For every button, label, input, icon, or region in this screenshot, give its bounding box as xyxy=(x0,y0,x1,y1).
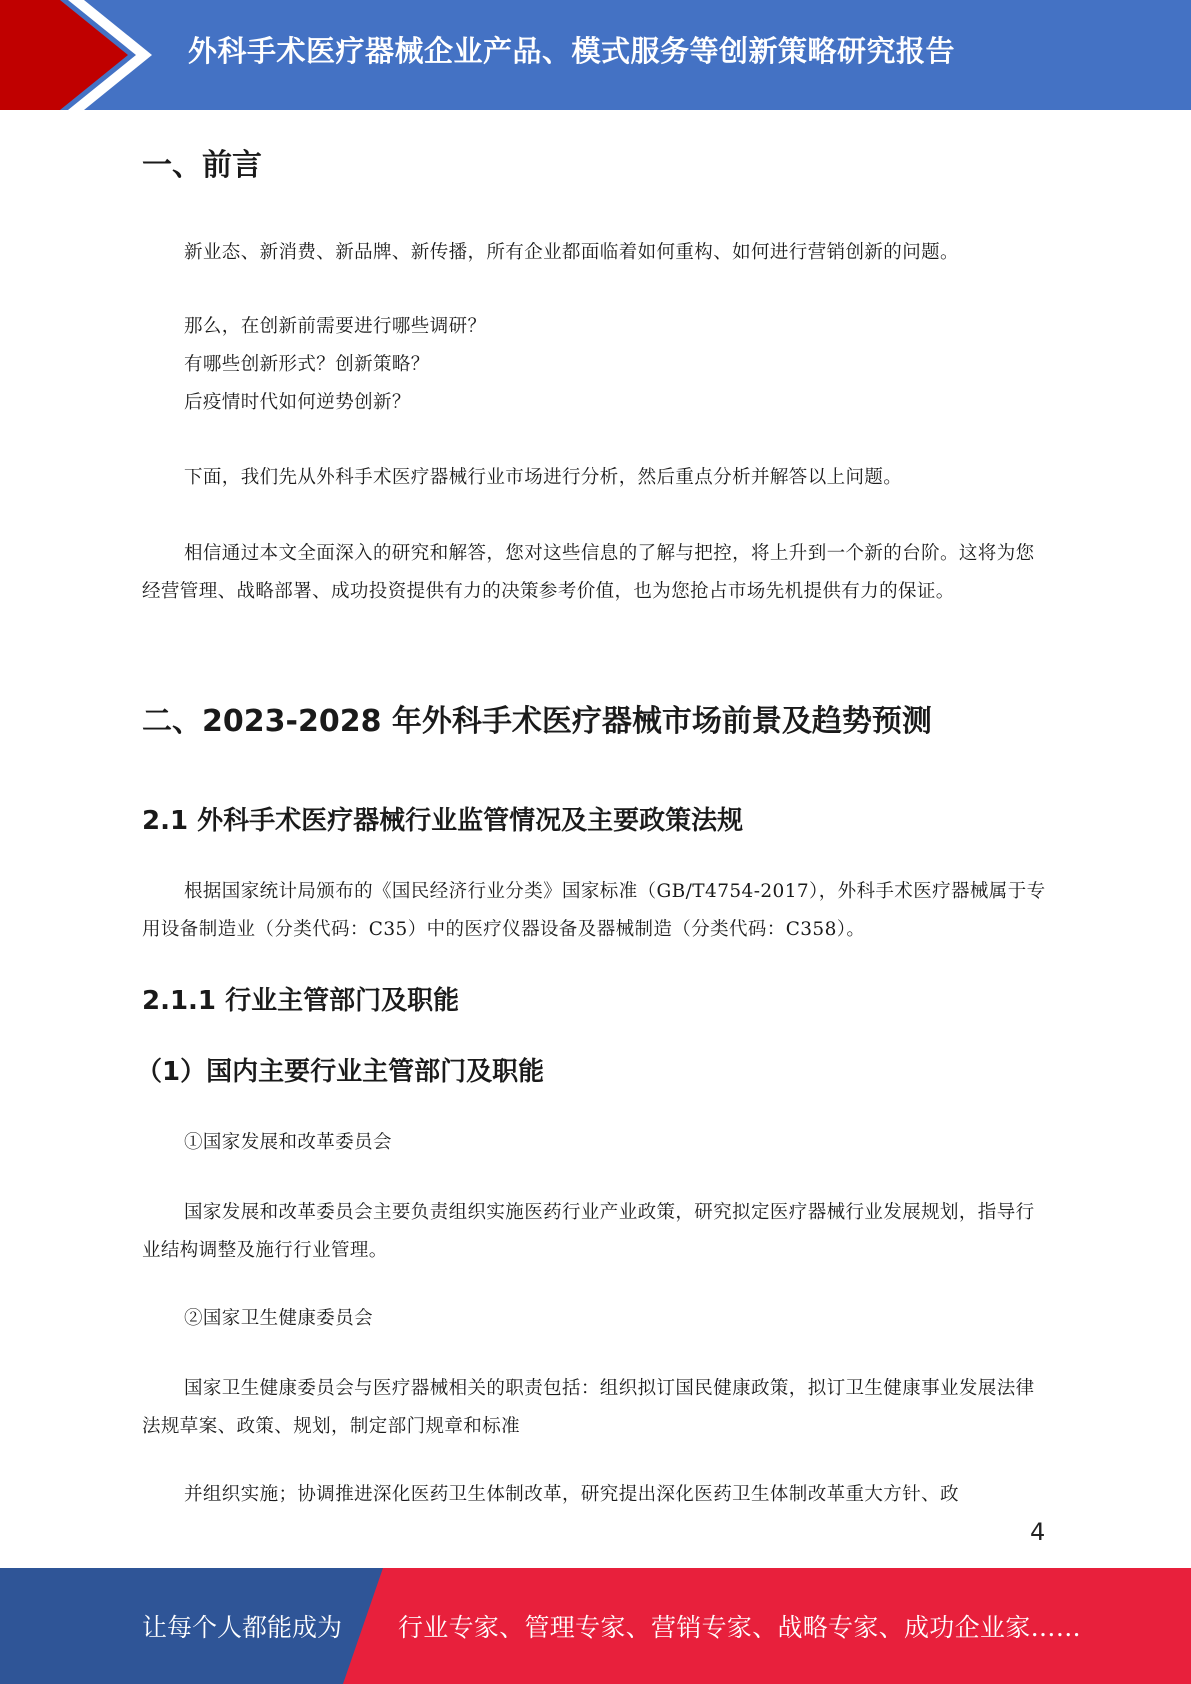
footer-tagline: 行业专家、管理专家、营销专家、战略专家、成功企业家…… xyxy=(398,1613,1082,1642)
question-line: 那么，在创新前需要进行哪些调研？ xyxy=(184,316,487,337)
page-footer xyxy=(0,1568,1191,1684)
paragraph: 并组织实施；协调推进深化医药卫生体制改革，研究提出深化医药卫生体制改革重大方针、政 xyxy=(184,1484,959,1505)
paragraph: 新业态、新消费、新品牌、新传播，所有企业都面临着如何重构、如何进行营销创新的问题。 xyxy=(184,242,959,263)
paragraph: 根据国家统计局颁布的《国民经济行业分类》国家标准（GB/T4754-2017），外科手术医疗器械属于专用设备制造业（分类代码：C35）中的医疗仪器设备及器械制造（分类代码：C358）。 xyxy=(142,881,1046,940)
footer-slogan: 让每个人都能成为 xyxy=(142,1613,343,1642)
question-line: 后疫情时代如何逆势创新？ xyxy=(184,392,411,413)
list-item-title: ②国家卫生健康委员会 xyxy=(184,1308,374,1329)
paragraph: 国家卫生健康委员会与医疗器械相关的职责包括：组织拟订国民健康政策，拟订卫生健康事业发展法律法规草案、政策、规划，制定部门规章和标准 xyxy=(142,1378,1035,1437)
subsection-heading: 2.1 外科手术医疗器械行业监管情况及主要政策法规 xyxy=(142,806,744,836)
list-item-title: ①国家发展和改革委员会 xyxy=(184,1132,392,1153)
paragraph: 下面，我们先从外科手术医疗器械行业市场进行分析，然后重点分析并解答以上问题。 xyxy=(184,467,903,488)
paragraph: 国家发展和改革委员会主要负责组织实施医药行业产业政策，研究拟定医疗器械行业发展规划，指导行业结构调整及施行行业管理。 xyxy=(142,1202,1035,1261)
paragraph: 相信通过本文全面深入的研究和解答，您对这些信息的了解与把控，将上升到一个新的台阶。这将为您经营管理、战略部署、成功投资提供有力的决策参考价值，也为您抢占市场先机提供有力的保证。 xyxy=(142,543,1035,602)
report-title: 外科手术医疗器械企业产品、模式服务等创新策略研究报告 xyxy=(188,34,956,68)
section-heading-outlook: 二、2023-2028 年外科手术医疗器械市场前景及趋势预测 xyxy=(142,704,932,739)
subsection-heading: （1）国内主要行业主管部门及职能 xyxy=(136,1057,545,1087)
page-header xyxy=(0,0,1191,110)
page-number: 4 xyxy=(1030,1518,1046,1546)
header-arrow-graphic xyxy=(0,0,190,110)
question-line: 有哪些创新形式？创新策略？ xyxy=(184,354,430,375)
section-heading-preface: 一、前言 xyxy=(142,148,262,183)
subsection-heading: 2.1.1 行业主管部门及职能 xyxy=(142,986,460,1016)
